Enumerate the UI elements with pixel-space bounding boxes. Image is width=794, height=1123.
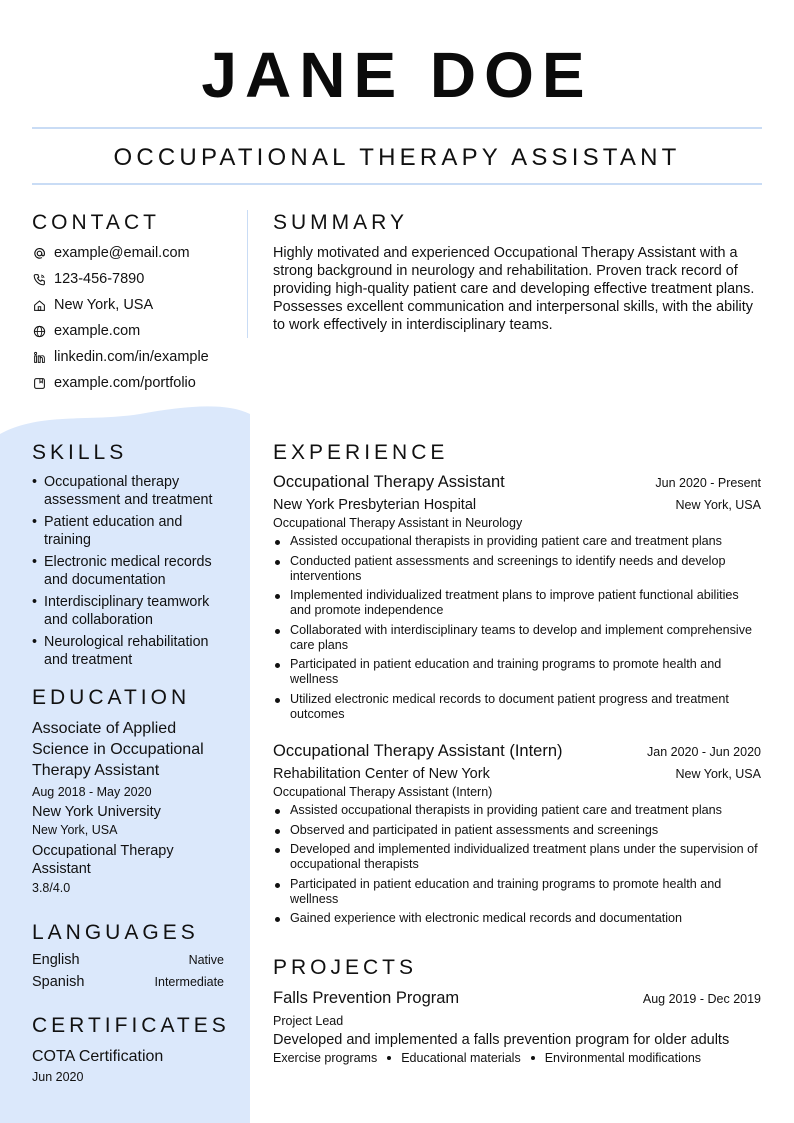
contact-location-text: New York, USA — [54, 297, 154, 313]
skill-item: • Electronic medical records and documentation — [32, 553, 232, 589]
education-dates: Aug 2018 - May 2020 — [32, 785, 152, 799]
education-entry — [32, 718, 232, 895]
contact-location — [32, 295, 153, 315]
education-field: Occupational Therapy Assistant — [32, 843, 174, 877]
job-title: Occupational Therapy Assistant (Intern) — [273, 742, 563, 760]
skill-item: • Patient education and training — [32, 513, 232, 549]
job-bullet: Implemented individualized treatment plans to improve patient functional abilities and promote independence — [273, 588, 761, 618]
certificate-entry — [32, 1046, 232, 1084]
contact-website[interactable] — [32, 321, 140, 341]
education-heading: EDUCATION — [32, 686, 191, 709]
job-bullet: Utilized electronic medical records to document patient progress and treatment outcomes — [273, 692, 761, 722]
project-tag: Exercise programs — [273, 1051, 378, 1065]
job-role-title: OCCUPATIONAL THERAPY ASSISTANT — [113, 144, 681, 171]
contact-heading: CONTACT — [32, 211, 160, 234]
project-tag: Environmental modifications — [544, 1051, 702, 1065]
skill-item: • Occupational therapy assessment and treatment — [32, 473, 232, 509]
contact-phone[interactable] — [32, 269, 144, 289]
job-bullets — [273, 803, 761, 926]
education-location: New York, USA — [32, 823, 118, 837]
summary-paragraph: Highly motivated and experienced Occupational Therapy Assistant with a strong background in neurology and rehabilitation. Proven track record of providing high-quality patient care and developing effective treatment plans. Possesses excellent communication and interpersonal skills, with the ability to work effectively in interdisciplinary teams. — [273, 245, 755, 333]
project-role: Project Lead — [273, 1014, 344, 1028]
contact-email[interactable] — [32, 243, 190, 263]
language-name: English — [32, 952, 80, 968]
job-bullet: Assisted occupational therapists in providing patient care and treatment plans — [273, 534, 761, 549]
contact-email-text: example@email.com — [54, 245, 190, 261]
certificates-heading: CERTIFICATES — [32, 1014, 230, 1037]
at-icon — [32, 246, 46, 260]
certificate-date: Jun 2020 — [32, 1070, 84, 1084]
contact-website-text: example.com — [54, 323, 141, 339]
language-row — [32, 974, 224, 990]
job-bullet: Conducted patient assessments and screenings to identify needs and develop interventions — [273, 554, 761, 584]
job-title: Occupational Therapy Assistant — [273, 473, 505, 491]
contact-linkedin[interactable] — [32, 347, 209, 367]
home-icon — [32, 298, 46, 312]
experience-heading: EXPERIENCE — [273, 441, 449, 464]
job-bullet: Developed and implemented individualized treatment plans under the supervision of occupational therapists — [273, 842, 761, 872]
project-tag: Educational materials — [401, 1051, 521, 1065]
skill-item: • Interdisciplinary teamwork and collaboration — [32, 593, 232, 629]
experience-entry — [273, 742, 761, 931]
language-level: Native — [188, 953, 224, 967]
job-location: New York, USA — [675, 498, 761, 512]
portfolio-icon — [32, 376, 46, 390]
job-bullets — [273, 534, 761, 722]
job-bullet: Gained experience with electronic medical records and documentation — [273, 911, 761, 926]
candidate-name: JANE DOE — [201, 39, 593, 111]
job-location: New York, USA — [675, 767, 761, 781]
job-bullet: Collaborated with interdisciplinary teams to develop and implement comprehensive care plans — [273, 623, 761, 653]
header-divider-top — [32, 127, 762, 129]
job-bullet: Participated in patient education and training programs to promote health and wellness — [273, 877, 761, 907]
job-dates: Jun 2020 - Present — [655, 476, 761, 490]
job-company: New York Presbyterian Hospital — [273, 497, 477, 513]
language-row — [32, 952, 224, 968]
job-bullet: Participated in patient education and training programs to promote health and wellness — [273, 657, 761, 687]
job-bullet: Assisted occupational therapists in providing patient care and treatment plans — [273, 803, 761, 818]
phone-icon — [32, 272, 46, 286]
education-school: New York University — [32, 804, 161, 820]
header-divider-bottom — [32, 183, 762, 185]
project-description: Developed and implemented a falls prevention program for older adults — [273, 1032, 730, 1048]
job-department: Occupational Therapy Assistant (Intern) — [273, 785, 493, 799]
job-department: Occupational Therapy Assistant in Neurology — [273, 516, 523, 530]
globe-icon — [32, 324, 46, 338]
project-dates: Aug 2019 - Dec 2019 — [642, 992, 761, 1006]
certificate-name: COTA Certification — [32, 1048, 164, 1065]
projects-heading: PROJECTS — [273, 956, 418, 979]
education-degree: Associate of Applied Science in Occupational Therapy Assistant — [32, 720, 204, 779]
project-tags — [273, 1051, 761, 1065]
job-bullet: Observed and participated in patient assessments and screenings — [273, 823, 761, 838]
project-name: Falls Prevention Program — [273, 989, 460, 1007]
skills-heading: SKILLS — [32, 441, 128, 464]
languages-heading: LANGUAGES — [32, 921, 199, 944]
project-entry — [273, 989, 761, 1065]
contact-portfolio[interactable] — [32, 373, 196, 393]
job-dates: Jan 2020 - Jun 2020 — [647, 745, 761, 759]
summary-heading: SUMMARY — [273, 211, 408, 234]
linkedin-icon — [32, 350, 46, 364]
language-level: Intermediate — [154, 975, 224, 989]
experience-entry — [273, 473, 761, 726]
contact-portfolio-text: example.com/portfolio — [54, 375, 196, 391]
contact-linkedin-text: linkedin.com/in/example — [54, 349, 209, 365]
skills-list — [32, 473, 232, 673]
education-gpa: 3.8/4.0 — [32, 881, 71, 895]
column-divider — [247, 210, 248, 338]
language-name: Spanish — [32, 974, 85, 990]
contact-phone-text: 123-456-7890 — [54, 271, 145, 287]
tag-separator — [531, 1056, 535, 1060]
tag-separator — [387, 1056, 391, 1060]
job-company: Rehabilitation Center of New York — [273, 766, 490, 782]
skill-item: • Neurological rehabilitation and treatment — [32, 633, 232, 669]
